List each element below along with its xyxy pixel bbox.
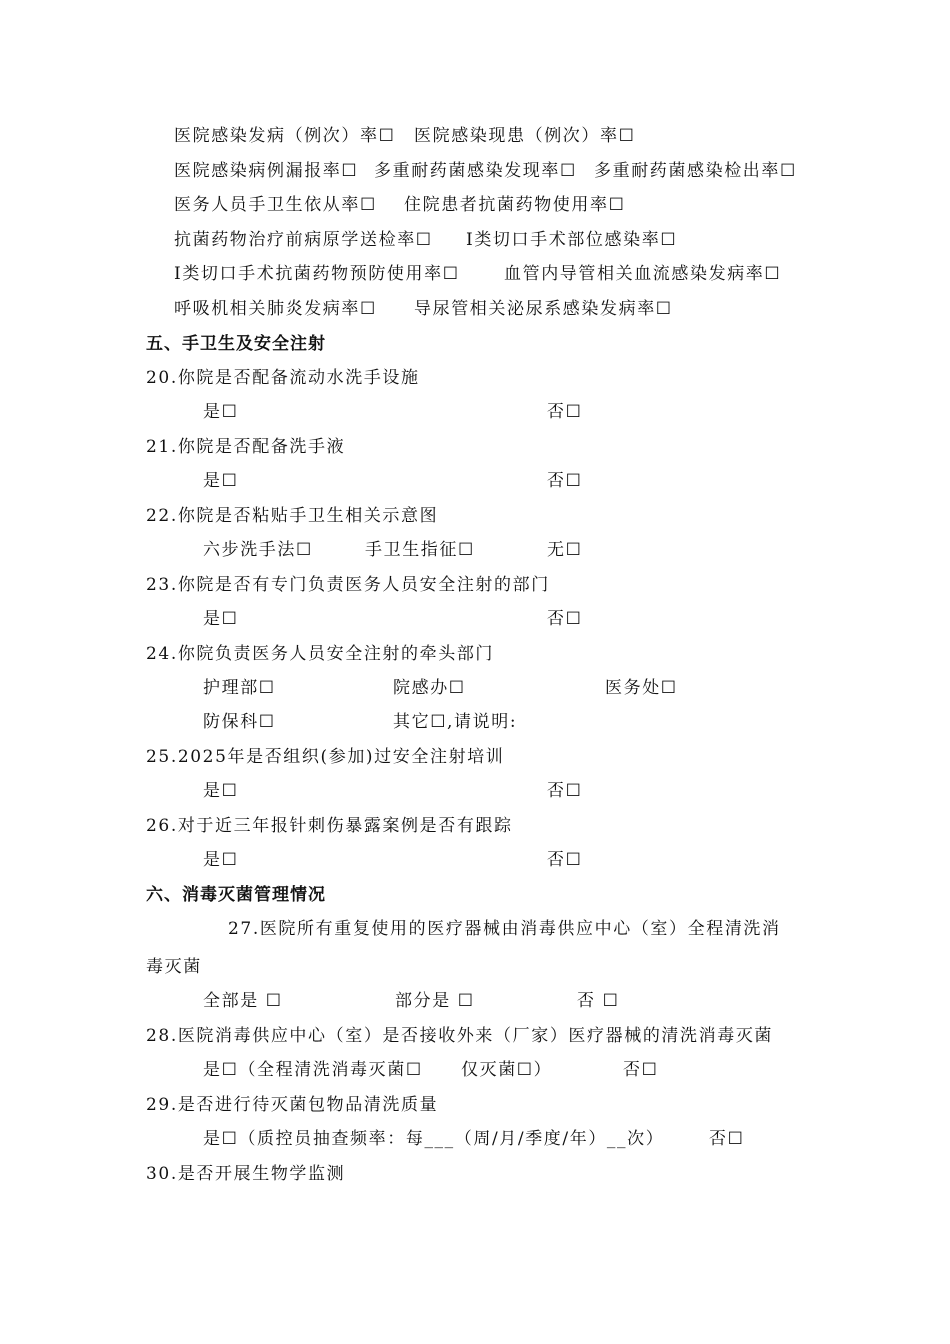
question-21: 21.你院是否配备洗手液	[146, 437, 346, 457]
answer-row	[203, 400, 623, 424]
question-28: 28.医院消毒供应中心（室）是否接收外来（厂家）医疗器械的清洗消毒灭菌	[146, 1026, 774, 1046]
answer-row	[203, 1058, 673, 1082]
answer-row	[203, 607, 623, 631]
option-yes[interactable]: 是☐	[203, 609, 239, 629]
option-partial-yes[interactable]: 部分是 ☐	[395, 991, 475, 1011]
indicator-row	[174, 262, 814, 286]
option-yes[interactable]: 是☐	[203, 471, 239, 491]
question-27: 27.医院所有重复使用的医疗器械由消毒供应中心（室）全程清洗消	[228, 919, 781, 939]
option-all-yes[interactable]: 全部是 ☐	[203, 991, 283, 1011]
question-27-continued: 毒灭菌	[146, 957, 202, 977]
option-yes-full-process[interactable]: 是☐（全程清洗消毒灭菌☐	[203, 1060, 423, 1080]
indicator-vap-rate[interactable]: 呼吸机相关肺炎发病率☐	[174, 299, 377, 319]
option-hand-hygiene-indications[interactable]: 手卫生指征☐	[365, 540, 475, 560]
option-no[interactable]: 否☐	[547, 850, 583, 870]
question-24: 24.你院负责医务人员安全注射的牵头部门	[146, 644, 495, 664]
indicator-incidence-rate[interactable]: 医院感染发病（例次）率☐	[174, 126, 396, 146]
option-prevention-dept[interactable]: 防保科☐	[203, 712, 276, 732]
answer-row	[203, 676, 703, 700]
indicator-hand-hygiene-compliance[interactable]: 医务人员手卫生依从率☐	[174, 195, 377, 215]
answer-row	[203, 848, 623, 872]
question-22: 22.你院是否粘贴手卫生相关示意图	[146, 506, 439, 526]
indicator-row	[174, 193, 794, 217]
option-yes-qc-frequency[interactable]: 是☐（质控员抽查频率：每___（周/月/季度/年）__次）	[203, 1129, 665, 1149]
option-yes[interactable]: 是☐	[203, 850, 239, 870]
question-23: 23.你院是否有专门负责医务人员安全注射的部门	[146, 575, 550, 595]
indicator-underreport-rate[interactable]: 医院感染病例漏报率☐	[174, 161, 359, 181]
section-title-hand-hygiene: 五、手卫生及安全注射	[146, 334, 326, 354]
indicator-row	[174, 124, 794, 148]
indicator-row	[174, 159, 814, 183]
option-no[interactable]: 否☐	[709, 1129, 745, 1149]
indicator-row	[174, 228, 794, 252]
option-yes[interactable]: 是☐	[203, 781, 239, 801]
option-none[interactable]: 无☐	[547, 540, 583, 560]
option-no[interactable]: 否☐	[547, 402, 583, 422]
answer-row	[203, 538, 623, 562]
question-26: 26.对于近三年报针刺伤暴露案例是否有跟踪	[146, 816, 513, 836]
option-infection-control-office[interactable]: 院感办☐	[393, 678, 466, 698]
section-title-disinfection: 六、消毒灭菌管理情况	[146, 885, 326, 905]
indicator-mdro-discovery-rate[interactable]: 多重耐药菌感染发现率☐	[374, 161, 577, 181]
option-no[interactable]: 否☐	[547, 471, 583, 491]
option-no[interactable]: 否☐	[623, 1060, 659, 1080]
question-25: 25.2025年是否组织(参加)过安全注射培训	[146, 747, 505, 767]
option-six-step-method[interactable]: 六步洗手法☐	[203, 540, 313, 560]
option-sterilization-only[interactable]: 仅灭菌☐）	[461, 1060, 553, 1080]
answer-row	[203, 1127, 763, 1151]
indicator-clabsi-rate[interactable]: 血管内导管相关血流感染发病率☐	[504, 264, 782, 284]
option-medical-affairs[interactable]: 医务处☐	[605, 678, 678, 698]
indicator-antibiotic-usage-rate[interactable]: 住院患者抗菌药物使用率☐	[404, 195, 626, 215]
indicator-class1-prophylaxis-rate[interactable]: Ⅰ类切口手术抗菌药物预防使用率☐	[174, 264, 460, 284]
question-29: 29.是否进行待灭菌包物品清洗质量	[146, 1095, 439, 1115]
question-30: 30.是否开展生物学监测	[146, 1164, 346, 1184]
answer-row	[203, 469, 623, 493]
option-yes[interactable]: 是☐	[203, 402, 239, 422]
indicator-mdro-detection-rate[interactable]: 多重耐药菌感染检出率☐	[594, 161, 797, 181]
answer-row	[203, 779, 623, 803]
indicator-row	[174, 297, 794, 321]
indicator-prevalence-rate[interactable]: 医院感染现患（例次）率☐	[414, 126, 636, 146]
answer-row	[203, 710, 703, 734]
option-no[interactable]: 否☐	[547, 781, 583, 801]
option-no[interactable]: 否☐	[547, 609, 583, 629]
indicator-cauti-rate[interactable]: 导尿管相关泌尿系感染发病率☐	[414, 299, 673, 319]
indicator-pathogen-submission-rate[interactable]: 抗菌药物治疗前病原学送检率☐	[174, 230, 433, 250]
question-20: 20.你院是否配备流动水洗手设施	[146, 368, 420, 388]
indicator-class1-ssi-rate[interactable]: Ⅰ类切口手术部位感染率☐	[466, 230, 678, 250]
option-other-specify[interactable]: 其它☐,请说明:	[393, 712, 518, 732]
option-no[interactable]: 否 ☐	[577, 991, 620, 1011]
option-nursing-dept[interactable]: 护理部☐	[203, 678, 276, 698]
answer-row	[203, 989, 643, 1013]
